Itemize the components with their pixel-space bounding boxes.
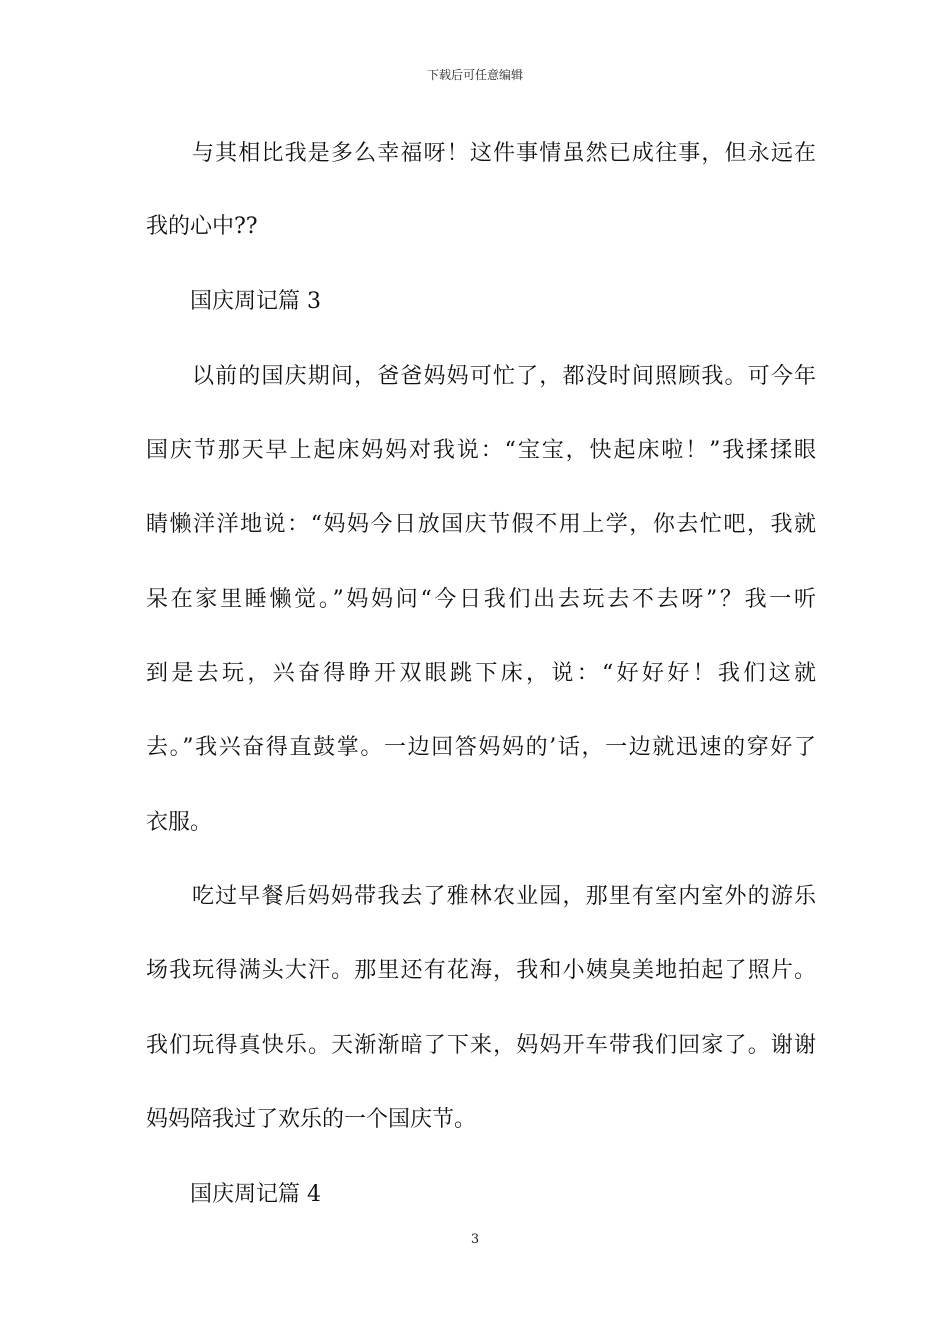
paragraph-line: 妈妈陪我过了欢乐的一个国庆节。 — [146, 1107, 477, 1132]
paragraph-line: 呆在家里睡懒觉。”妈妈问“今日我们出去玩去不去呀”？我一听 — [146, 587, 816, 612]
paragraph-line: 我们玩得真快乐。天渐渐暗了下来，妈妈开车带我们回家了。谢谢 — [146, 1033, 816, 1058]
paragraph-line: 场我玩得满头大汗。那里还有花海，我和小姨臭美地拍起了照片。 — [146, 958, 816, 983]
paragraph-line: 我的心中?? — [146, 214, 258, 239]
paragraph-line: 与其相比我是多么幸福呀！这件事情虽然已成往事，但永远在 — [192, 141, 816, 166]
paragraph-line: 衣服。 — [146, 810, 213, 835]
paragraph-line: 去。”我兴奋得直鼓掌。一边回答妈妈的’话，一边就迅速的穿好了 — [146, 735, 816, 760]
paragraph-line: 到是去玩，兴奋得睁开双眼跳下床，说：“好好好！我们这就 — [146, 661, 816, 686]
page-number: 3 — [470, 1232, 480, 1247]
paragraph-line: 以前的国庆期间，爸爸妈妈可忙了，都没时间照顾我。可今年 — [192, 364, 816, 389]
page-header: 下载后可任意编辑 — [426, 68, 523, 82]
paragraph-line: 吃过早餐后妈妈带我去了雅林农业园，那里有室内室外的游乐 — [192, 884, 816, 909]
section-heading: 国庆周记篇 4 — [190, 1182, 321, 1207]
section-heading: 国庆周记篇 3 — [190, 289, 321, 314]
paragraph-line: 国庆节那天早上起床妈妈对我说：“宝宝，快起床啦！”我揉揉眼 — [146, 438, 816, 463]
paragraph-line: 睛懒洋洋地说：“妈妈今日放国庆节假不用上学，你去忙吧，我就 — [146, 512, 816, 537]
